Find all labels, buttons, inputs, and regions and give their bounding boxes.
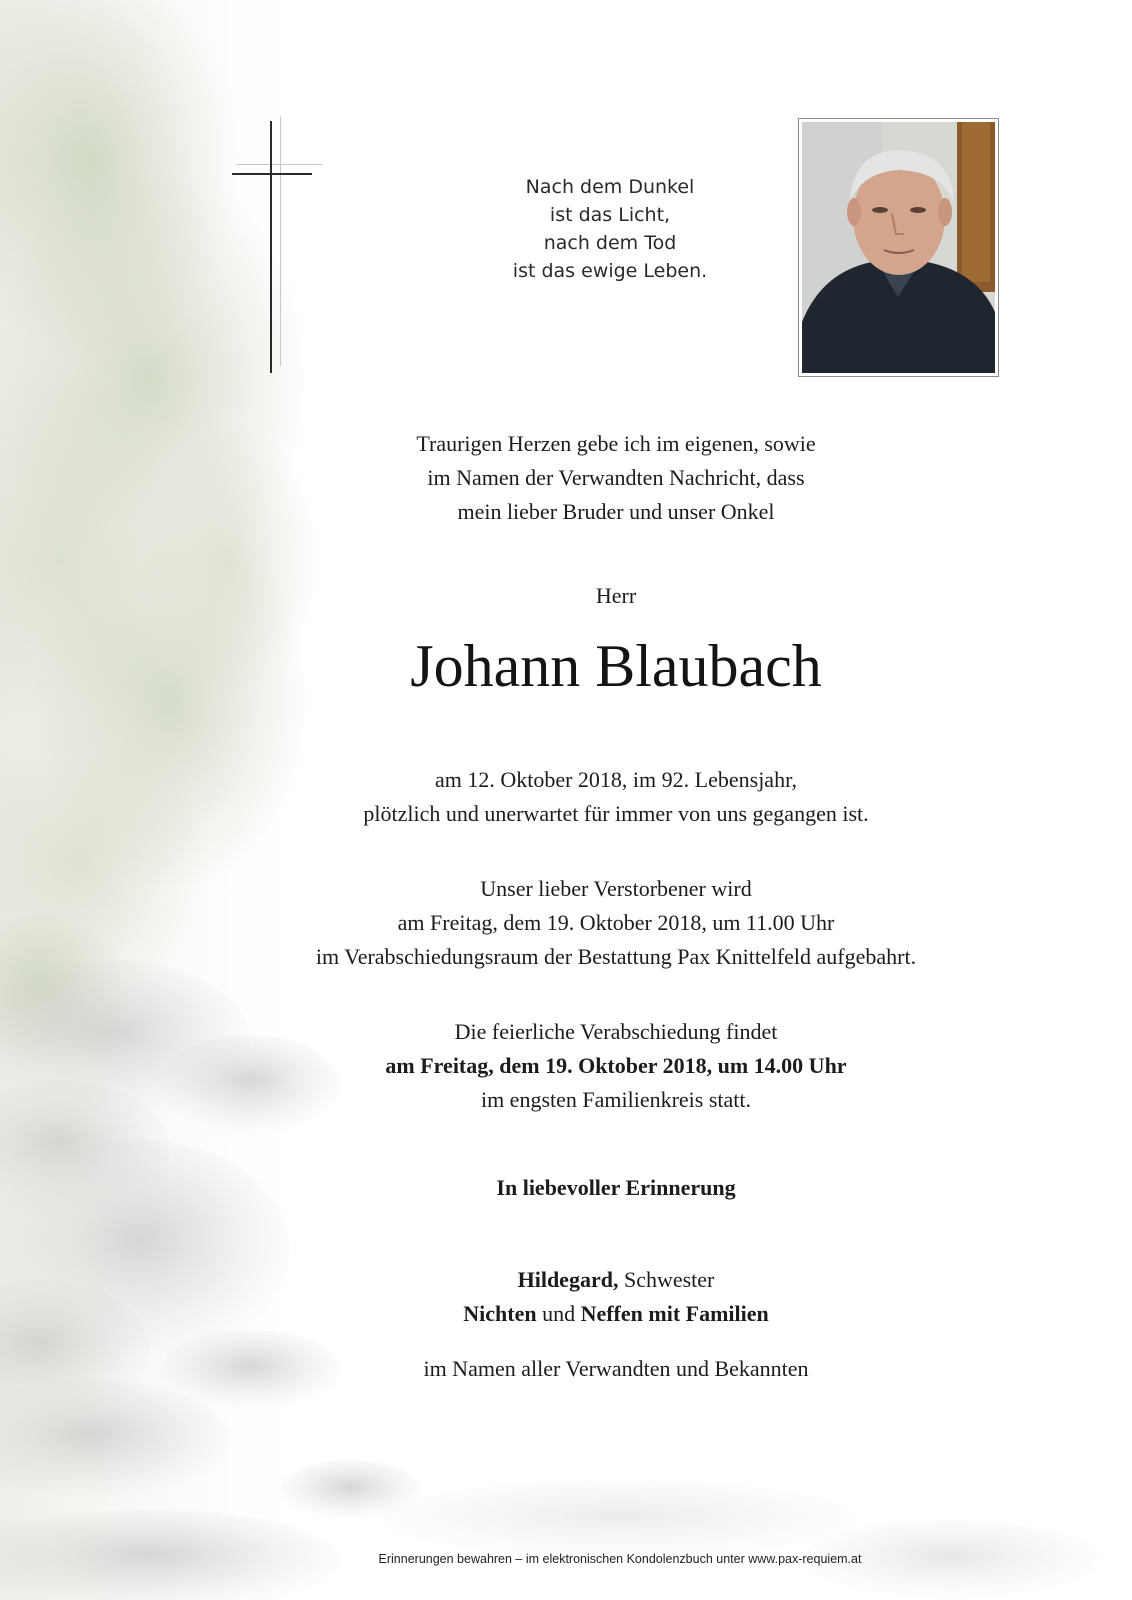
motto-line: ist das ewige Leben. [512, 260, 708, 282]
motto-line: nach dem Tod [543, 232, 677, 254]
mourner-family [186, 1297, 1046, 1331]
portrait-frame [798, 118, 999, 377]
death-line: plötzlich und unerwartet für immer von uns gegangen ist. [363, 801, 869, 826]
sister-name: Hildegard, [517, 1267, 619, 1292]
nephews-label: Neffen mit Familien [580, 1301, 769, 1326]
death-details [186, 763, 1046, 831]
laying-out-details [186, 872, 1046, 974]
laying-line: im Verabschiedungsraum der Bestattung Pax Knittelfeld aufgebahrt. [315, 944, 917, 969]
honorific-title: Herr [595, 583, 637, 608]
ceremony-line: im engsten Familienkreis statt. [480, 1087, 752, 1112]
intro-line: Traurigen Herzen gebe ich im eigenen, sowie [416, 431, 816, 456]
farewell-ceremony-details [186, 1015, 1046, 1117]
cross-icon [270, 121, 272, 373]
ceremony-date-text: am Freitag, dem 19. Oktober 2018, um 14.00 Uhr [385, 1053, 847, 1078]
sister-role: Schwester [623, 1267, 715, 1292]
announcement-intro [186, 427, 1046, 529]
memory-heading [186, 1171, 1046, 1205]
portrait-photo [802, 122, 995, 373]
and-label: und [542, 1301, 576, 1326]
motto-line: ist das Licht, [549, 204, 671, 226]
cross-shadow-vertical [280, 116, 281, 366]
death-line: am 12. Oktober 2018, im 92. Lebensjahr, [434, 767, 798, 792]
mourners-list [186, 1263, 1046, 1331]
deceased-name: Johann Blaubach [410, 633, 822, 699]
laying-line: Unser lieber Verstorbener wird [480, 876, 752, 901]
mourner-sister [186, 1263, 1046, 1297]
cross-icon-bar [232, 173, 312, 175]
on-behalf-line: im Namen aller Verwandten und Bekannten [423, 1356, 809, 1381]
footer-condolence-note: Erinnerungen bewahren – im elektronischen Kondolenzbuch unter www.pax-requiem.at [378, 1552, 862, 1566]
memory-heading-text: In liebevoller Erinnerung [496, 1175, 736, 1200]
laying-line: am Freitag, dem 19. Oktober 2018, um 11.00 Uhr [397, 910, 835, 935]
nieces-label: Nichten [463, 1301, 537, 1326]
intro-line: mein lieber Bruder und unser Onkel [457, 499, 775, 524]
ceremony-date [186, 1049, 1046, 1083]
intro-line: im Namen der Verwandten Nachricht, dass [427, 465, 805, 490]
ceremony-line: Die feierliche Verabschiedung findet [454, 1019, 778, 1044]
motto-line: Nach dem Dunkel [525, 176, 695, 198]
cross-shadow-horizontal [236, 164, 322, 165]
motto-verse [440, 173, 780, 285]
